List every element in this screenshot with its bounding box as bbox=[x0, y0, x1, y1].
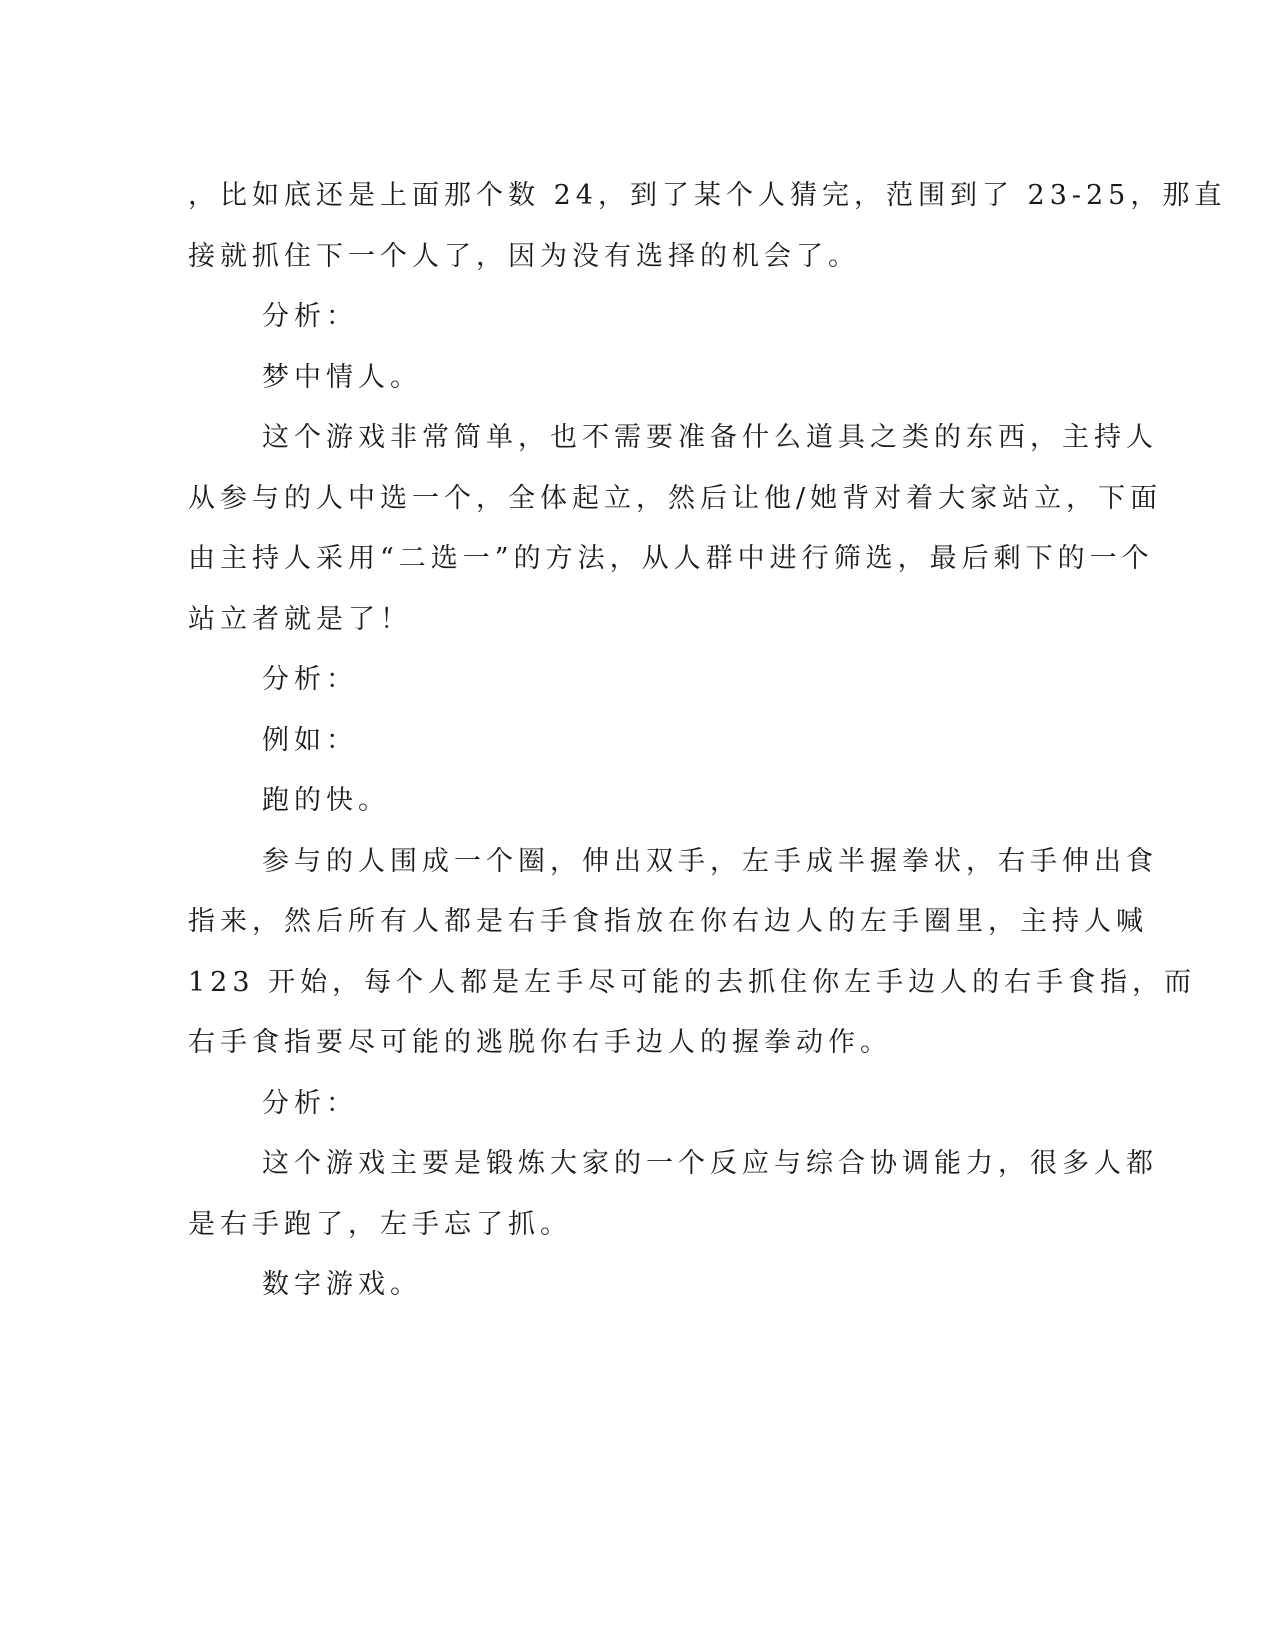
heading-analysis bbox=[188, 650, 1088, 711]
heading-dream-lover bbox=[188, 348, 1088, 409]
text-line: 站立者就是了！ bbox=[188, 603, 412, 635]
heading-analysis bbox=[188, 287, 1088, 348]
text-line: 数字游戏。 bbox=[262, 1269, 422, 1300]
text-line: 分析： bbox=[262, 301, 358, 332]
text-line: 右手食指要尽可能的逃脱你右手边人的握拳动作。 bbox=[188, 1027, 892, 1058]
paragraph-run-fast-rules bbox=[188, 832, 1197, 1074]
text-line: 分析： bbox=[262, 664, 358, 695]
paragraph-dream-lover-rules bbox=[188, 408, 1163, 650]
text-line: 是右手跑了，左手忘了抓。 bbox=[188, 1208, 572, 1240]
paragraph-guess-number-ending bbox=[188, 166, 1227, 287]
text-line: 指来，然后所有人都是右手食指放在你右边人的左手圈里，主持人喊 bbox=[188, 906, 1148, 937]
text-line: 这个游戏非常简单，也不需要准备什么道具之类的东西，主持人 bbox=[262, 422, 1158, 453]
text-line: 参与的人围成一个圈，伸出双手，左手成半握拳状，右手伸出食 bbox=[262, 845, 1158, 877]
text-line: ，比如底还是上面那个数 24，到了某个人猜完，范围到了 23-25，那直 bbox=[188, 180, 1227, 211]
heading-analysis bbox=[188, 1074, 1088, 1135]
text-line: 从参与的人中选一个，全体起立，然后让他/她背对着大家站立，下面 bbox=[188, 482, 1163, 514]
text-line: 例如： bbox=[262, 724, 358, 756]
heading-example bbox=[188, 711, 1088, 772]
text-line: 接就抓住下一个人了，因为没有选择的机会了。 bbox=[188, 240, 860, 272]
heading-number-game bbox=[188, 1255, 1088, 1316]
text-line: 由主持人采用“二选一”的方法，从人群中进行筛选，最后剩下的一个 bbox=[188, 543, 1154, 574]
text-line: 这个游戏主要是锻炼大家的一个反应与综合协调能力，很多人都 bbox=[262, 1148, 1158, 1179]
document-body bbox=[188, 166, 1227, 1316]
text-line: 123 开始，每个人都是左手尽可能的去抓住你左手边人的右手食指，而 bbox=[188, 966, 1197, 998]
text-line: 梦中情人。 bbox=[262, 361, 422, 393]
paragraph-run-fast-analysis bbox=[188, 1134, 1158, 1255]
heading-run-fast bbox=[188, 771, 1088, 832]
text-line: 跑的快。 bbox=[262, 785, 390, 816]
text-line: 分析： bbox=[262, 1087, 358, 1119]
